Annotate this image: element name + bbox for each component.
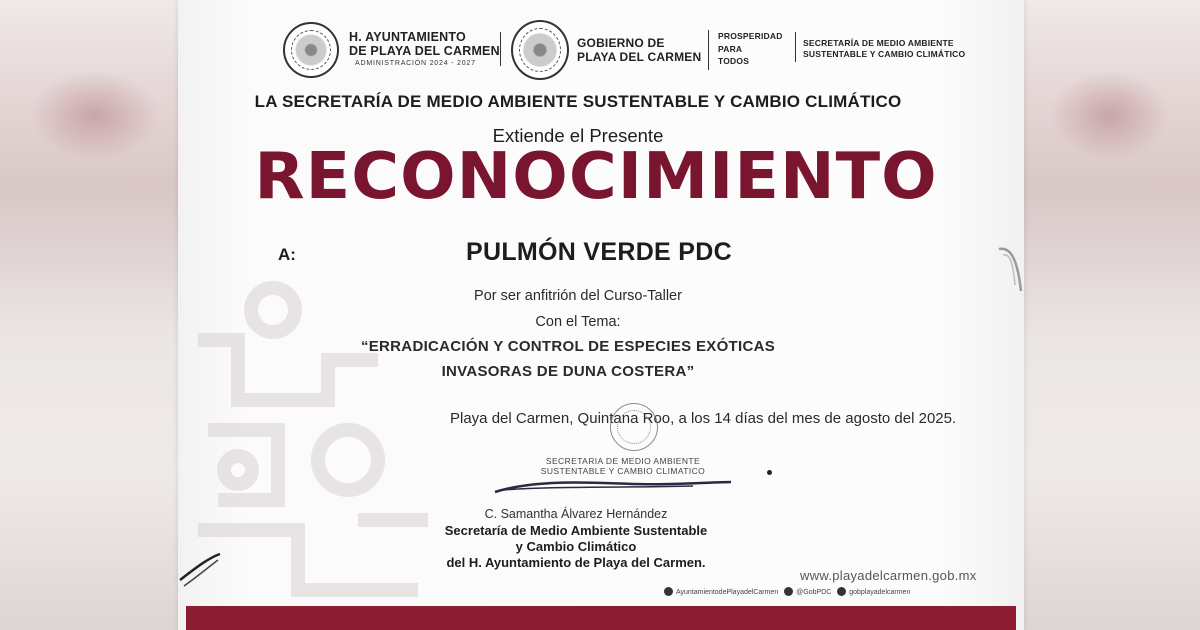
slogan-line1: PROSPERIDAD bbox=[718, 31, 783, 41]
slogan-line3: TODOS bbox=[718, 56, 750, 66]
signatory-role-line1: Secretaría de Medio Ambiente Sustentable bbox=[444, 523, 708, 538]
stamp-line1: SECRETARIA DE MEDIO AMBIENTE bbox=[545, 456, 701, 466]
gobierno-coat-icon bbox=[511, 20, 569, 80]
place-date: Playa del Carmen, Quintana Roo, a los 14 días del mes de agosto del 2025. bbox=[450, 410, 957, 427]
paperclip-icon bbox=[995, 245, 1025, 295]
background-right bbox=[1020, 0, 1200, 630]
gobierno-line2: PLAYA DEL CARMEN bbox=[577, 50, 702, 64]
reason-text: Por ser anfitrión del Curso-Taller bbox=[474, 288, 682, 304]
slogan-line2: PARA bbox=[718, 44, 743, 54]
ayuntamiento-seal-icon bbox=[283, 22, 339, 78]
signatory-name: C. Samantha Álvarez Hernández bbox=[484, 507, 668, 521]
divider bbox=[708, 30, 709, 70]
instagram-handle: gobplayadelcarmen bbox=[849, 589, 911, 596]
instagram-icon bbox=[837, 587, 846, 596]
certificate-paper bbox=[178, 0, 1024, 630]
handwritten-signature bbox=[493, 470, 733, 500]
social-links bbox=[660, 587, 910, 596]
recipient-label: A: bbox=[278, 245, 296, 264]
official-stamp-icon bbox=[610, 403, 658, 451]
topic-line1: “ERRADICACIÓN Y CONTROL DE ESPECIES EXÓTICAS bbox=[360, 338, 776, 355]
secretaria-line2: SUSTENTABLE Y CAMBIO CLIMÁTICO bbox=[803, 49, 966, 59]
recipient-name: PULMÓN VERDE PDC bbox=[466, 238, 732, 266]
ayuntamiento-name-line1: H. AYUNTAMIENTO bbox=[349, 30, 466, 44]
issuer-title: LA SECRETARÍA DE MEDIO AMBIENTE SUSTENTABLE Y CAMBIO CLIMÁTICO bbox=[254, 92, 902, 111]
ink-dot bbox=[767, 470, 772, 475]
ayuntamiento-name-line2: DE PLAYA DEL CARMEN bbox=[349, 44, 500, 58]
signatory-role-line3: del H. Ayuntamiento de Playa del Carmen. bbox=[446, 555, 706, 570]
x-icon bbox=[784, 587, 793, 596]
x-handle: @GobPDC bbox=[796, 589, 832, 596]
divider bbox=[500, 32, 501, 66]
extends-text: Extiende el Presente bbox=[492, 125, 664, 146]
stamp-line2: SUSTENTABLE Y CAMBIO CLIMATICO bbox=[540, 466, 706, 476]
facebook-icon bbox=[664, 587, 673, 596]
topic-intro: Con el Tema: bbox=[535, 314, 621, 330]
signatory-role-line2: y Cambio Climático bbox=[515, 539, 637, 554]
paperclip-icon bbox=[178, 550, 223, 590]
ayuntamiento-admin: ADMINISTRACIÓN 2024 - 2027 bbox=[355, 60, 476, 67]
gobierno-line1: GOBIERNO DE bbox=[577, 36, 665, 50]
website-url: www.playadelcarmen.gob.mx bbox=[800, 568, 977, 583]
divider bbox=[795, 32, 796, 62]
header-logos bbox=[283, 18, 983, 82]
certificate-title: RECONOCIMIENTO bbox=[254, 140, 938, 214]
secretaria-line1: SECRETARÍA DE MEDIO AMBIENTE bbox=[803, 38, 954, 48]
footer-bar bbox=[186, 606, 1016, 630]
topic-line2: INVASORAS DE DUNA COSTERA” bbox=[441, 363, 695, 380]
facebook-handle: AyuntamientodePlayadelCarmen bbox=[676, 589, 779, 596]
